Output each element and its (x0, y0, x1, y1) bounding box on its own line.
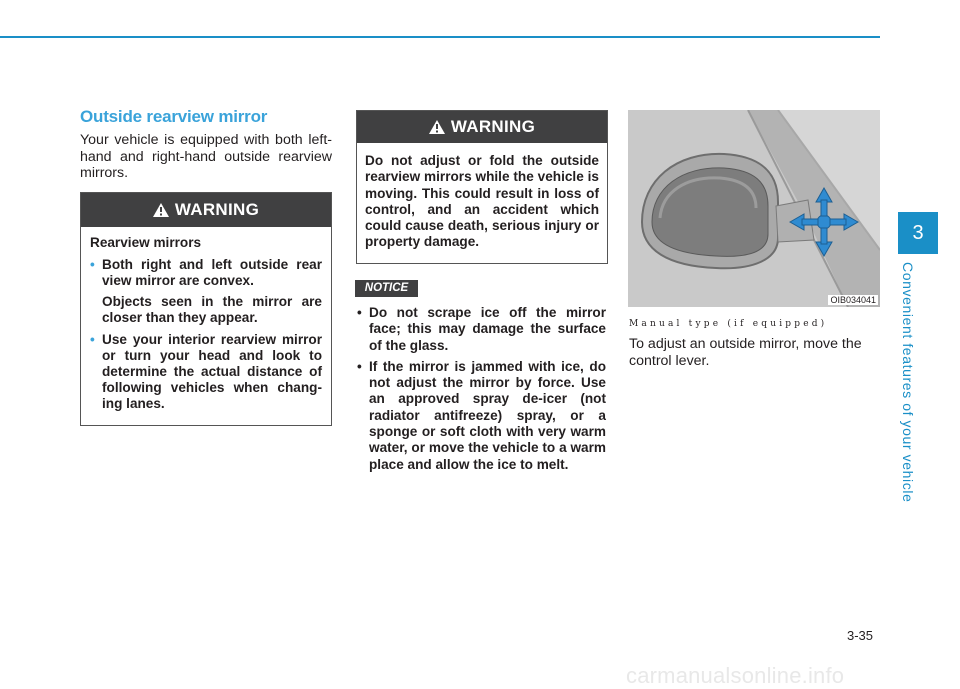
warning-body (81, 227, 331, 412)
notice-tag: NOTICE (355, 280, 418, 297)
adjust-instruction: To adjust an outside mirror, move the control lever. (629, 336, 862, 369)
warning-bullet-text: Both right and left outside rear view mirror are convex. (102, 257, 322, 288)
bullet-dot: • (90, 257, 95, 272)
manual-type-label: Manual type (if equipped) (629, 319, 828, 329)
notice-item (357, 359, 606, 473)
notice-item-text: If the mirror is jammed with ice, do not adjust the mirror by force. Use an approved spray de-icer (not radiator antifreeze) spray, or a sponge or soft cloth with very warm water, or move the vehicle to a warm place and allow the ice to melt. (369, 358, 606, 472)
section-title: Outside rearview mirror (80, 107, 268, 126)
figure-code: OIB034041 (830, 295, 876, 305)
page-number: 3-35 (847, 628, 874, 643)
chapter-tab[interactable]: 3 (898, 212, 938, 254)
warning-box-rearview (80, 192, 332, 426)
chapter-side-label: Convenient features of your vehicle (900, 262, 916, 503)
warning-bullet-text: Use your interior rearview mirror or turn your head and look to determine the actual distance of following vehicles when chang-ing lanes. (102, 332, 322, 411)
warning-bullet (90, 332, 322, 412)
warning-header-label: WARNING (450, 117, 536, 136)
intro-paragraph: Your vehicle is equipped with both left-hand and right-hand outside rearview mirrors. (80, 132, 332, 181)
warning-box-adjust (356, 110, 608, 264)
warning-subparagraph: Objects seen in the mirror are closer than they appear. (102, 294, 322, 325)
warning-header (357, 111, 607, 143)
top-rule (0, 36, 880, 38)
bullet-dot: • (357, 358, 362, 374)
warning-bullet (90, 257, 322, 289)
warning-icon (429, 120, 445, 134)
watermark: carmanualsonline.info (626, 663, 845, 688)
warning-header (81, 193, 331, 227)
warning-body-text: Do not adjust or fold the outside rearview mirrors while the vehicle is moving. This could result in loss of control, and an accident which could cause death, serious injury or property damage. (365, 153, 599, 250)
bullet-dot: • (90, 332, 95, 347)
notice-item-text: Do not scrape ice off the mirror face; this may damage the surface of the glass. (369, 305, 606, 353)
notice-item (357, 305, 606, 354)
mirror-drawing (628, 110, 880, 307)
notice-list (357, 305, 606, 478)
bullet-dot: • (357, 305, 362, 320)
mirror-illustration (628, 110, 880, 307)
warning-icon (153, 203, 169, 217)
warning-subtitle: Rearview mirrors (90, 235, 202, 250)
warning-header-label: WARNING (174, 200, 260, 219)
